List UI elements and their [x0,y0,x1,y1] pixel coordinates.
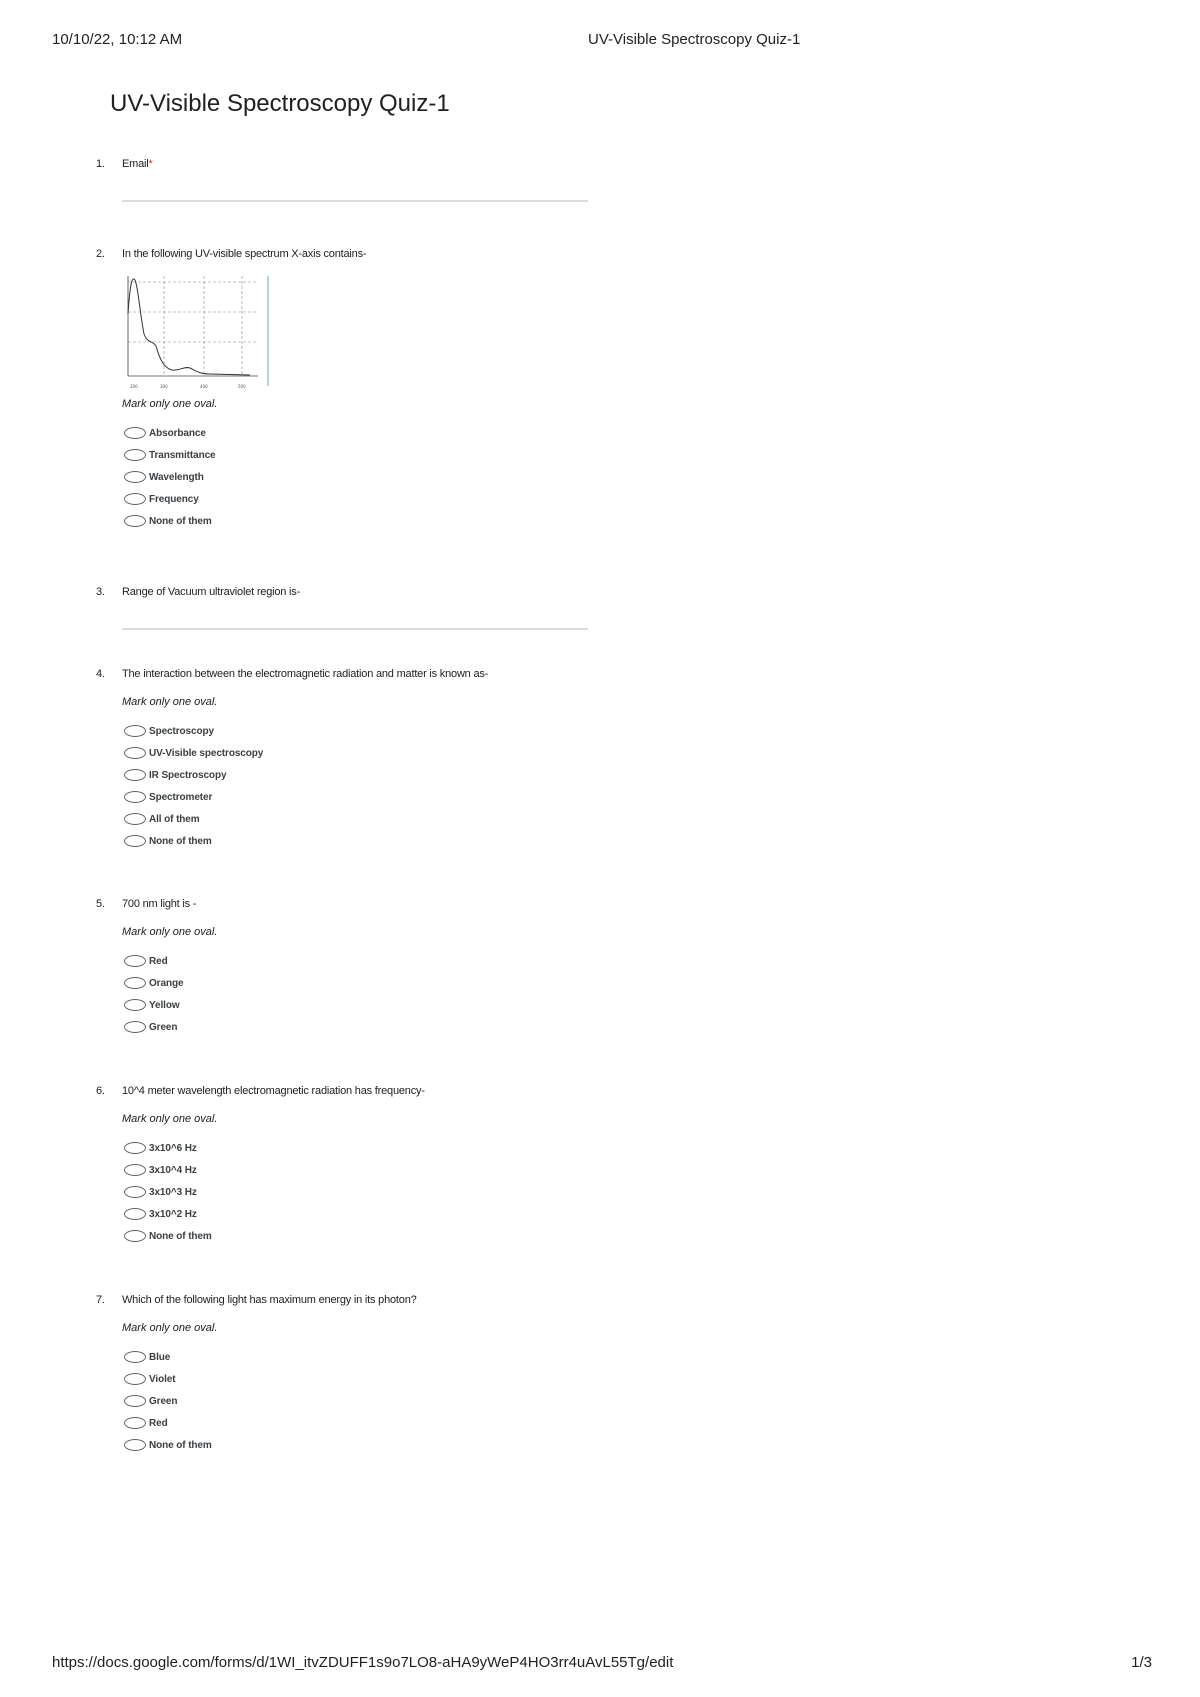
question-2 [96,248,696,532]
option-ir-spectroscopy[interactable]: IR Spectroscopy [124,764,696,786]
radio-oval[interactable] [124,449,146,461]
radio-oval[interactable] [124,791,146,803]
radio-oval[interactable] [124,1373,146,1385]
radio-oval[interactable] [124,769,146,781]
radio-oval[interactable] [124,1186,146,1198]
question-number: 5. [96,898,105,910]
question-text: The interaction between the electromagnetic radiation and matter is known as- [122,668,489,680]
radio-oval[interactable] [124,1395,146,1407]
question-6 [96,1085,696,1247]
options-list [124,1346,696,1456]
question-text: Range of Vacuum ultraviolet region is- [122,586,301,598]
options-list [124,720,696,852]
question-number: 2. [96,248,105,260]
radio-oval[interactable] [124,471,146,483]
option-transmittance[interactable]: Transmittance [124,444,696,466]
question-number: 7. [96,1294,105,1306]
radio-oval[interactable] [124,725,146,737]
question-text: 700 nm light is - [122,898,197,910]
option-none-of-them[interactable]: None of them [124,830,696,852]
option-none-of-them[interactable]: None of them [124,1434,696,1456]
option-green[interactable]: Green [124,1016,696,1038]
print-header [0,31,1200,51]
option-wavelength[interactable]: Wavelength [124,466,696,488]
option-red[interactable]: Red [124,1412,696,1434]
mark-only-one-oval-hint: Mark only one oval. [122,398,218,410]
options-list [124,422,696,532]
radio-oval[interactable] [124,515,146,527]
option-3x10-6-hz[interactable]: 3x10^6 Hz [124,1137,696,1159]
question-1 [96,158,696,202]
mark-only-one-oval-hint: Mark only one oval. [122,696,218,708]
radio-oval[interactable] [124,1164,146,1176]
print-datetime: 10/10/22, 10:12 AM [52,31,183,48]
svg-text:300: 300 [160,384,168,389]
question-number: 6. [96,1085,105,1097]
radio-oval[interactable] [124,747,146,759]
radio-oval[interactable] [124,955,146,967]
option-violet[interactable]: Violet [124,1368,696,1390]
question-3 [96,586,696,630]
radio-oval[interactable] [124,977,146,989]
option-red[interactable]: Red [124,950,696,972]
radio-oval[interactable] [124,493,146,505]
question-text: In the following UV-visible spectrum X-axis contains- [122,248,367,260]
radio-oval[interactable] [124,1021,146,1033]
print-title: UV-Visible Spectroscopy Quiz-1 [588,31,801,48]
form-title: UV-Visible Spectroscopy Quiz-1 [110,90,450,117]
email-answer-field[interactable] [122,200,588,202]
svg-text:500: 500 [238,384,246,389]
question-number: 4. [96,668,105,680]
question-number: 3. [96,586,105,598]
option-absorbance[interactable]: Absorbance [124,422,696,444]
radio-oval[interactable] [124,1417,146,1429]
option-yellow[interactable]: Yellow [124,994,696,1016]
radio-oval[interactable] [124,1230,146,1242]
question-text: 10^4 meter wavelength electromagnetic radiation has frequency- [122,1085,425,1097]
uv-visible-spectrum-image [120,274,280,394]
question-text: Email [122,158,149,170]
svg-text:400: 400 [200,384,208,389]
option-uv-visible-spectroscopy[interactable]: UV-Visible spectroscopy [124,742,696,764]
question-5 [96,898,696,1038]
range-answer-field[interactable] [122,628,588,630]
svg-text:200: 200 [130,384,138,389]
mark-only-one-oval-hint: Mark only one oval. [122,1322,218,1334]
print-url: https://docs.google.com/forms/d/1WI_itvZDUFF1s9o7LO8-aHA9yWeP4HO3rr4uAvL55Tg/edit [52,1654,674,1671]
radio-oval[interactable] [124,1351,146,1363]
radio-oval[interactable] [124,999,146,1011]
option-3x10-4-hz[interactable]: 3x10^4 Hz [124,1159,696,1181]
radio-oval[interactable] [124,1208,146,1220]
required-asterisk: * [148,158,153,170]
question-number: 1. [96,158,105,170]
option-frequency[interactable]: Frequency [124,488,696,510]
option-green[interactable]: Green [124,1390,696,1412]
option-blue[interactable]: Blue [124,1346,696,1368]
page-number: 1/3 [1131,1654,1152,1671]
radio-oval[interactable] [124,813,146,825]
radio-oval[interactable] [124,1439,146,1451]
options-list [124,950,696,1038]
option-spectroscopy[interactable]: Spectroscopy [124,720,696,742]
option-none-of-them[interactable]: None of them [124,510,696,532]
question-4 [96,668,696,852]
option-orange[interactable]: Orange [124,972,696,994]
option-none-of-them[interactable]: None of them [124,1225,696,1247]
mark-only-one-oval-hint: Mark only one oval. [122,1113,218,1125]
option-all-of-them[interactable]: All of them [124,808,696,830]
option-spectrometer[interactable]: Spectrometer [124,786,696,808]
option-3x10-2-hz[interactable]: 3x10^2 Hz [124,1203,696,1225]
options-list [124,1137,696,1247]
question-7 [96,1294,696,1456]
question-text: Which of the following light has maximum energy in its photon? [122,1294,417,1306]
option-3x10-3-hz[interactable]: 3x10^3 Hz [124,1181,696,1203]
radio-oval[interactable] [124,835,146,847]
radio-oval[interactable] [124,427,146,439]
radio-oval[interactable] [124,1142,146,1154]
mark-only-one-oval-hint: Mark only one oval. [122,926,218,938]
